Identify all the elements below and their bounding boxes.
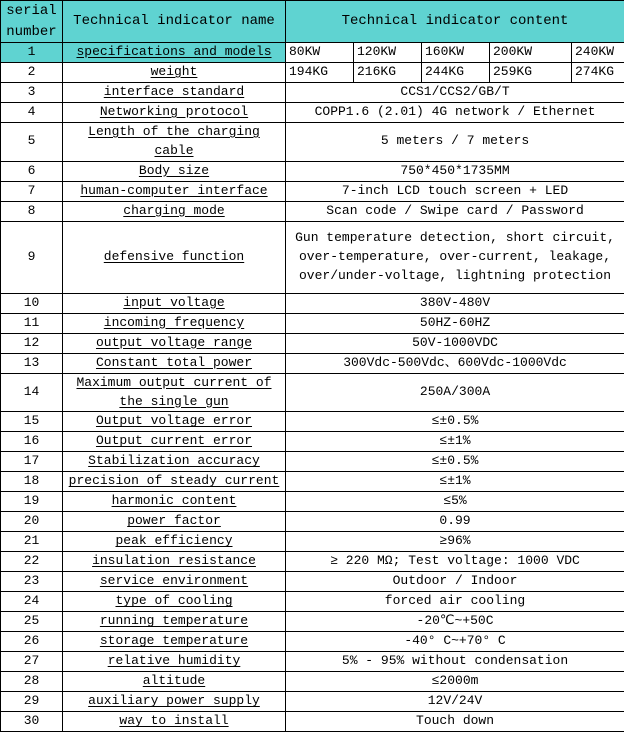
indicator-content-cell: ≤±1%: [286, 472, 624, 492]
weight-value-cell: 244KG: [422, 63, 490, 83]
serial-cell: 15: [1, 412, 63, 432]
indicator-name-cell: Networking protocol: [63, 103, 286, 123]
indicator-content-cell: -40° C~+70° C: [286, 632, 624, 652]
table-row: [1, 472, 624, 492]
indicator-content-cell: ≥ 220 MΩ; Test voltage: 1000 VDC: [286, 552, 624, 572]
indicator-content-cell: 750*450*1735MM: [286, 161, 624, 181]
indicator-name-cell: Length of the charging cable: [63, 123, 286, 162]
indicator-name-cell: storage temperature: [63, 632, 286, 652]
model-value-cell: 200KW: [490, 43, 572, 63]
indicator-content-cell: ≤5%: [286, 492, 624, 512]
indicator-content-cell: 300Vdc-500Vdc、600Vdc-1000Vdc: [286, 353, 624, 373]
table-row: [1, 293, 624, 313]
header-row: [1, 1, 624, 43]
table-row: [1, 161, 624, 181]
indicator-name-cell: service environment: [63, 572, 286, 592]
indicator-content-cell: ≤±1%: [286, 432, 624, 452]
serial-cell: 28: [1, 672, 63, 692]
indicator-name-cell: Maximum output current of the single gun: [63, 373, 286, 412]
indicator-name-cell: relative humidity: [63, 652, 286, 672]
serial-cell: 7: [1, 181, 63, 201]
table-row: [1, 432, 624, 452]
table-row: [1, 712, 624, 732]
serial-cell: 2: [1, 63, 63, 83]
table-row: [1, 692, 624, 712]
table-row: [1, 672, 624, 692]
indicator-name-cell: auxiliary power supply: [63, 692, 286, 712]
indicator-name-cell: defensive function: [63, 221, 286, 293]
indicator-content-cell: Outdoor / Indoor: [286, 572, 624, 592]
indicator-name-cell: insulation resistance: [63, 552, 286, 572]
serial-cell: 20: [1, 512, 63, 532]
serial-cell: 14: [1, 373, 63, 412]
table-row: [1, 632, 624, 652]
table-row: [1, 512, 624, 532]
indicator-name-cell: altitude: [63, 672, 286, 692]
table-row: [1, 592, 624, 612]
indicator-content-cell: ≤±0.5%: [286, 412, 624, 432]
weight-value-cell: 274KG: [572, 63, 624, 83]
indicator-name-cell: running temperature: [63, 612, 286, 632]
serial-cell: 26: [1, 632, 63, 652]
indicator-content-cell: CCS1/CCS2/GB/T: [286, 83, 624, 103]
indicator-name-cell: charging mode: [63, 201, 286, 221]
table-row: [1, 353, 624, 373]
table-row: [1, 652, 624, 672]
serial-cell: 13: [1, 353, 63, 373]
indicator-content-header: Technical indicator content: [286, 1, 624, 43]
serial-number-header: serial number: [1, 1, 63, 43]
indicator-name-header: Technical indicator name: [63, 1, 286, 43]
indicator-name-cell: input voltage: [63, 293, 286, 313]
weight-value-cell: 259KG: [490, 63, 572, 83]
model-value-cell: 240KW: [572, 43, 624, 63]
serial-cell: 1: [1, 43, 63, 63]
model-value-cell: 120KW: [354, 43, 422, 63]
serial-cell: 29: [1, 692, 63, 712]
serial-cell: 18: [1, 472, 63, 492]
indicator-name-cell: interface standard: [63, 83, 286, 103]
indicator-name-cell: Output voltage error: [63, 412, 286, 432]
table-row: [1, 412, 624, 432]
indicator-content-cell: 12V/24V: [286, 692, 624, 712]
model-value-cell: 160KW: [422, 43, 490, 63]
indicator-content-cell: COPP1.6 (2.01) 4G network / Ethernet: [286, 103, 624, 123]
indicator-name-cell: human-computer interface: [63, 181, 286, 201]
indicator-content-cell: 50V-1000VDC: [286, 333, 624, 353]
serial-cell: 19: [1, 492, 63, 512]
indicator-content-cell: 380V-480V: [286, 293, 624, 313]
table-row: [1, 181, 624, 201]
serial-cell: 12: [1, 333, 63, 353]
serial-cell: 17: [1, 452, 63, 472]
indicator-name-cell: weight: [63, 63, 286, 83]
table-row: [1, 612, 624, 632]
weight-value-cell: 216KG: [354, 63, 422, 83]
indicator-content-cell: ≤±0.5%: [286, 452, 624, 472]
table-row: [1, 221, 624, 293]
serial-cell: 27: [1, 652, 63, 672]
serial-cell: 8: [1, 201, 63, 221]
indicator-content-cell: Touch down: [286, 712, 624, 732]
table-row: [1, 313, 624, 333]
indicator-name-cell: Body size: [63, 161, 286, 181]
serial-cell: 11: [1, 313, 63, 333]
spec-rows: [1, 43, 624, 732]
indicator-name-cell: type of cooling: [63, 592, 286, 612]
serial-cell: 22: [1, 552, 63, 572]
table-row: [1, 123, 624, 162]
indicator-content-cell: 50HZ-60HZ: [286, 313, 624, 333]
table-row: [1, 333, 624, 353]
indicator-content-cell: 250A/300A: [286, 373, 624, 412]
indicator-name-cell: harmonic content: [63, 492, 286, 512]
indicator-content-cell: 5 meters / 7 meters: [286, 123, 624, 162]
table-row-weight: [1, 63, 624, 83]
serial-cell: 9: [1, 221, 63, 293]
indicator-content-cell: 7-inch LCD touch screen + LED: [286, 181, 624, 201]
indicator-name-cell: specifications and models: [63, 43, 286, 63]
indicator-content-cell: ≥96%: [286, 532, 624, 552]
serial-cell: 16: [1, 432, 63, 452]
serial-cell: 25: [1, 612, 63, 632]
weight-value-cell: 194KG: [286, 63, 354, 83]
table-header: [1, 1, 624, 43]
indicator-name-cell: precision of steady current: [63, 472, 286, 492]
model-value-cell: 80KW: [286, 43, 354, 63]
serial-cell: 10: [1, 293, 63, 313]
indicator-name-cell: Output current error: [63, 432, 286, 452]
indicator-name-cell: Stabilization accuracy: [63, 452, 286, 472]
indicator-name-cell: power factor: [63, 512, 286, 532]
serial-cell: 6: [1, 161, 63, 181]
table-row: [1, 452, 624, 472]
indicator-content-cell: -20℃~+50C: [286, 612, 624, 632]
serial-cell: 30: [1, 712, 63, 732]
indicator-content-cell: Scan code / Swipe card / Password: [286, 201, 624, 221]
indicator-content-cell: 0.99: [286, 512, 624, 532]
indicator-name-cell: peak efficiency: [63, 532, 286, 552]
table-row: [1, 103, 624, 123]
indicator-content-cell: 5% - 95% without condensation: [286, 652, 624, 672]
serial-cell: 23: [1, 572, 63, 592]
table-row: [1, 572, 624, 592]
table-row: [1, 83, 624, 103]
table-row-models: [1, 43, 624, 63]
indicator-content-cell: Gun temperature detection, short circuit, over-temperature, over-current, leakage, over/under-voltage, lightning protection: [286, 221, 624, 293]
table-row: [1, 492, 624, 512]
table-row: [1, 532, 624, 552]
indicator-name-cell: output voltage range: [63, 333, 286, 353]
serial-cell: 3: [1, 83, 63, 103]
serial-cell: 4: [1, 103, 63, 123]
serial-cell: 5: [1, 123, 63, 162]
indicator-name-cell: Constant total power: [63, 353, 286, 373]
indicator-name-cell: way to install: [63, 712, 286, 732]
indicator-content-cell: forced air cooling: [286, 592, 624, 612]
indicator-content-cell: ≤2000m: [286, 672, 624, 692]
table-row: [1, 373, 624, 412]
serial-cell: 21: [1, 532, 63, 552]
serial-cell: 24: [1, 592, 63, 612]
table-row: [1, 201, 624, 221]
indicator-name-cell: incoming frequency: [63, 313, 286, 333]
table-row: [1, 552, 624, 572]
